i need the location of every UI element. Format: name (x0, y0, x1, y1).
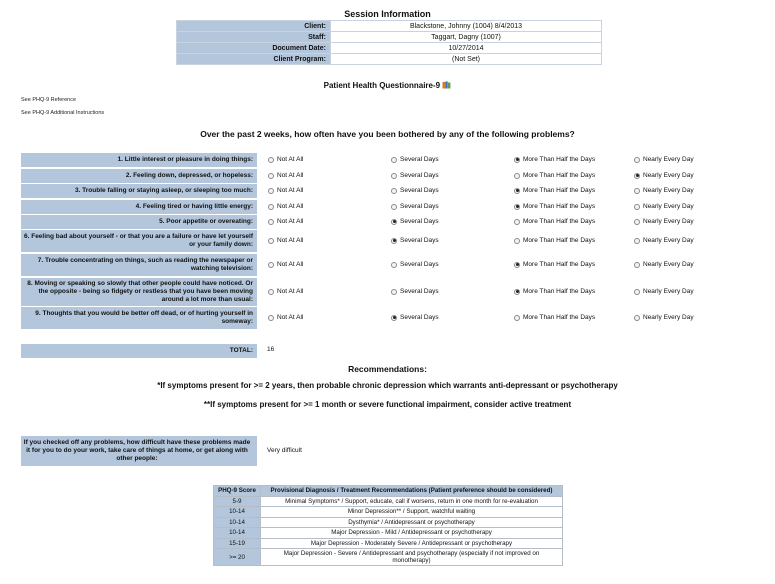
option-label: More Than Half the Days (523, 203, 596, 210)
option-label: More Than Half the Days (523, 187, 596, 194)
option-label: Nearly Every Day (643, 237, 694, 244)
option-label: Several Days (400, 203, 439, 210)
recommendation-line-2: **If symptoms present for >= 1 month or severe functional impairment, consider active treatment (203, 400, 572, 409)
table-row (214, 496, 563, 507)
radio-button[interactable] (634, 315, 640, 321)
option-label: Not At All (277, 314, 304, 321)
option-label: More Than Half the Days (523, 172, 596, 179)
session-info-table (176, 20, 602, 65)
radio-button[interactable] (514, 173, 520, 179)
radio-button[interactable] (391, 262, 397, 268)
diagnosis-cell: Major Depression - Severe / Antidepressant and psychotherapy (especially if not improved on monotherapy) (261, 549, 563, 566)
question-3-option[interactable] (514, 187, 595, 194)
option-label: Nearly Every Day (643, 218, 694, 225)
question-1-option[interactable] (514, 156, 595, 163)
diagnosis-cell: Minimal Symptoms* / Support, educate, call if worsens, return in one month for re-evaluation (261, 496, 563, 507)
staff-value: Taggart, Dagny (1007) (331, 32, 602, 43)
radio-button[interactable] (391, 219, 397, 225)
radio-button[interactable] (514, 219, 520, 225)
option-label: More Than Half the Days (523, 261, 596, 268)
questionnaire-prompt: Over the past 2 weeks, how often have you been bothered by any of the following problems? (200, 129, 575, 139)
question-text: 5. Poor appetite or overeating: (159, 218, 253, 225)
question-cell-1 (21, 153, 257, 167)
option-label: Several Days (400, 172, 439, 179)
radio-button[interactable] (634, 262, 640, 268)
question-2-option[interactable] (268, 172, 303, 179)
table-row (214, 538, 563, 549)
document-date-value: 10/27/2014 (331, 43, 602, 54)
option-label: Not At All (277, 156, 304, 163)
option-label: Nearly Every Day (643, 314, 694, 321)
questionnaire-title-wrap (0, 81, 775, 90)
radio-button[interactable] (391, 173, 397, 179)
option-label: More Than Half the Days (523, 237, 596, 244)
session-row-program (177, 54, 602, 65)
total-label: TOTAL: (229, 347, 253, 354)
option-label: Not At All (277, 288, 304, 295)
table-row (214, 507, 563, 518)
question-3-option[interactable] (268, 187, 303, 194)
radio-button[interactable] (391, 157, 397, 163)
radio-button[interactable] (268, 219, 274, 225)
radio-button[interactable] (391, 204, 397, 210)
option-label: Nearly Every Day (643, 288, 694, 295)
question-cell-5 (21, 215, 257, 229)
client-label: Client: (177, 21, 331, 32)
radio-button[interactable] (514, 204, 520, 210)
question-2-option[interactable] (391, 172, 439, 179)
diagnosis-cell: Major Depression - Mild / Antidepressant or psychotherapy (261, 528, 563, 539)
question-5-option[interactable] (268, 218, 303, 225)
score-cell: 10-14 (214, 507, 261, 518)
option-label: Nearly Every Day (643, 187, 694, 194)
question-cell-6 (21, 230, 257, 252)
question-6-option[interactable] (268, 237, 303, 244)
radio-button[interactable] (268, 238, 274, 244)
option-label: Not At All (277, 203, 304, 210)
score-cell: 15-19 (214, 538, 261, 549)
radio-button[interactable] (514, 188, 520, 194)
score-cell: 5-9 (214, 496, 261, 507)
radio-button[interactable] (391, 188, 397, 194)
client-program-label: Client Program: (177, 54, 331, 65)
radio-button[interactable] (514, 157, 520, 163)
session-row-date (177, 43, 602, 54)
radio-button[interactable] (268, 315, 274, 321)
score-cell: 10-14 (214, 528, 261, 539)
diagnosis-cell: Major Depression - Moderately Severe / Antidepressant or psychotherapy (261, 538, 563, 549)
radio-button[interactable] (268, 157, 274, 163)
diagnosis-column-header: Provisional Diagnosis / Treatment Recommendations (Patient preference should be considered) (261, 486, 563, 497)
table-row (214, 528, 563, 539)
question-7-option[interactable] (391, 261, 439, 268)
radio-button[interactable] (268, 204, 274, 210)
question-8-option[interactable] (634, 288, 694, 295)
questionnaire-title: Patient Health Questionnaire-9 (323, 81, 441, 90)
radio-button[interactable] (268, 262, 274, 268)
question-5-option[interactable] (391, 218, 439, 225)
radio-button[interactable] (268, 173, 274, 179)
table-row (214, 517, 563, 528)
question-6-option[interactable] (514, 237, 595, 244)
option-label: Nearly Every Day (643, 156, 694, 163)
option-label: Not At All (277, 187, 304, 194)
radio-button[interactable] (634, 289, 640, 295)
total-value: 16 (267, 346, 275, 353)
question-9-option[interactable] (514, 314, 595, 321)
option-label: Several Days (400, 288, 439, 295)
question-5-option[interactable] (634, 218, 694, 225)
score-cell: 10-14 (214, 517, 261, 528)
question-9-option[interactable] (268, 314, 303, 321)
radio-button[interactable] (634, 157, 640, 163)
question-7-option[interactable] (634, 261, 694, 268)
document-date-label: Document Date: (177, 43, 331, 54)
question-4-option[interactable] (268, 203, 303, 210)
option-label: Nearly Every Day (643, 261, 694, 268)
table-row (214, 549, 563, 566)
question-9-option[interactable] (391, 314, 439, 321)
radio-button[interactable] (634, 219, 640, 225)
difficulty-question-cell (21, 436, 257, 466)
session-row-staff (177, 32, 602, 43)
question-text: 1. Little interest or pleasure in doing things: (117, 156, 253, 163)
option-label: Several Days (400, 218, 439, 225)
score-cell: >= 20 (214, 549, 261, 566)
option-label: Several Days (400, 261, 439, 268)
question-3-option[interactable] (391, 187, 439, 194)
radio-button[interactable] (268, 289, 274, 295)
option-label: Several Days (400, 314, 439, 321)
question-cell-3 (21, 184, 257, 198)
question-text: 4. Feeling tired or having little energy: (135, 203, 253, 210)
question-2-option[interactable] (634, 172, 694, 179)
question-2-option[interactable] (514, 172, 595, 179)
option-label: Not At All (277, 218, 304, 225)
option-label: Not At All (277, 172, 304, 179)
diagnosis-cell: Dysthymia* / Antidepressant or psychotherapy (261, 517, 563, 528)
staff-label: Staff: (177, 32, 331, 43)
question-cell-8 (21, 278, 257, 306)
option-label: Several Days (400, 156, 439, 163)
radio-button[interactable] (391, 315, 397, 321)
radio-button[interactable] (634, 173, 640, 179)
question-text: 2. Feeling down, depressed, or hopeless: (125, 172, 253, 179)
option-label: Nearly Every Day (643, 172, 694, 179)
question-cell-9 (21, 307, 257, 329)
client-program-value: (Not Set) (331, 54, 602, 65)
question-text: 8. Moving or speaking so slowly that other people could have noticed. Or the opposite - being so fidgety or restless that you have been moving around a lot more than usual: (27, 280, 253, 303)
radio-button[interactable] (634, 204, 640, 210)
score-column-header: PHQ-9 Score (214, 486, 261, 497)
option-label: More Than Half the Days (523, 156, 596, 163)
book-icon[interactable] (442, 81, 451, 89)
option-label: More Than Half the Days (523, 218, 596, 225)
question-5-option[interactable] (514, 218, 595, 225)
question-6-option[interactable] (634, 237, 694, 244)
question-9-option[interactable] (634, 314, 694, 321)
radio-button[interactable] (268, 188, 274, 194)
question-1-option[interactable] (268, 156, 303, 163)
radio-button[interactable] (391, 289, 397, 295)
question-cell-2 (21, 169, 257, 183)
option-label: Not At All (277, 261, 304, 268)
option-label: More Than Half the Days (523, 288, 596, 295)
question-text: 9. Thoughts that you would be better off dead, or of hurting yourself in someway: (35, 310, 253, 325)
question-4-option[interactable] (391, 203, 439, 210)
question-cell-7 (21, 254, 257, 276)
option-label: More Than Half the Days (523, 314, 596, 321)
question-7-option[interactable] (268, 261, 303, 268)
radio-button[interactable] (634, 188, 640, 194)
radio-button[interactable] (514, 315, 520, 321)
phq9-instructions-link[interactable]: See PHQ-9 Additional Instructions (21, 110, 105, 116)
recommendations-heading: Recommendations: (348, 364, 427, 374)
question-text: 6. Feeling bad about yourself - or that you are a failure or have let yourself or your family down: (24, 233, 253, 248)
provisional-header-row (214, 486, 563, 497)
total-label-cell (21, 344, 257, 358)
question-1-option[interactable] (391, 156, 439, 163)
question-6-option[interactable] (391, 237, 439, 244)
question-4-option[interactable] (514, 203, 595, 210)
question-3-option[interactable] (634, 187, 694, 194)
question-text: 3. Trouble falling or staying asleep, or sleeping too much: (74, 187, 253, 194)
session-row-client (177, 21, 602, 32)
option-label: Several Days (400, 187, 439, 194)
option-label: Not At All (277, 237, 304, 244)
question-text: 7. Trouble concentrating on things, such as reading the newspaper or watching television: (37, 257, 253, 272)
question-8-option[interactable] (268, 288, 303, 295)
session-title: Session Information (344, 9, 431, 19)
provisional-diagnosis-table (213, 485, 563, 566)
radio-button[interactable] (514, 289, 520, 295)
diagnosis-cell: Minor Depression** / Support, watchful waiting (261, 507, 563, 518)
question-8-option[interactable] (514, 288, 595, 295)
question-7-option[interactable] (514, 261, 595, 268)
question-8-option[interactable] (391, 288, 439, 295)
difficulty-answer: Very difficult (267, 447, 302, 454)
recommendation-line-1: *If symptoms present for >= 2 years, then probable chronic depression which warrants anti-depressant or psychotherapy (157, 381, 618, 390)
radio-button[interactable] (634, 238, 640, 244)
option-label: Several Days (400, 237, 439, 244)
option-label: Nearly Every Day (643, 203, 694, 210)
radio-button[interactable] (391, 238, 397, 244)
client-value: Blackstone, Johnny (1004) 8/4/2013 (331, 21, 602, 32)
question-1-option[interactable] (634, 156, 694, 163)
phq9-reference-link[interactable]: See PHQ-9 Reference (21, 97, 77, 103)
radio-button[interactable] (514, 238, 520, 244)
difficulty-question: If you checked off any problems, how difficult have these problems made it for you to do your work, take care of things at home, or get along with other people: (23, 439, 251, 462)
question-cell-4 (21, 200, 257, 214)
radio-button[interactable] (514, 262, 520, 268)
question-4-option[interactable] (634, 203, 694, 210)
